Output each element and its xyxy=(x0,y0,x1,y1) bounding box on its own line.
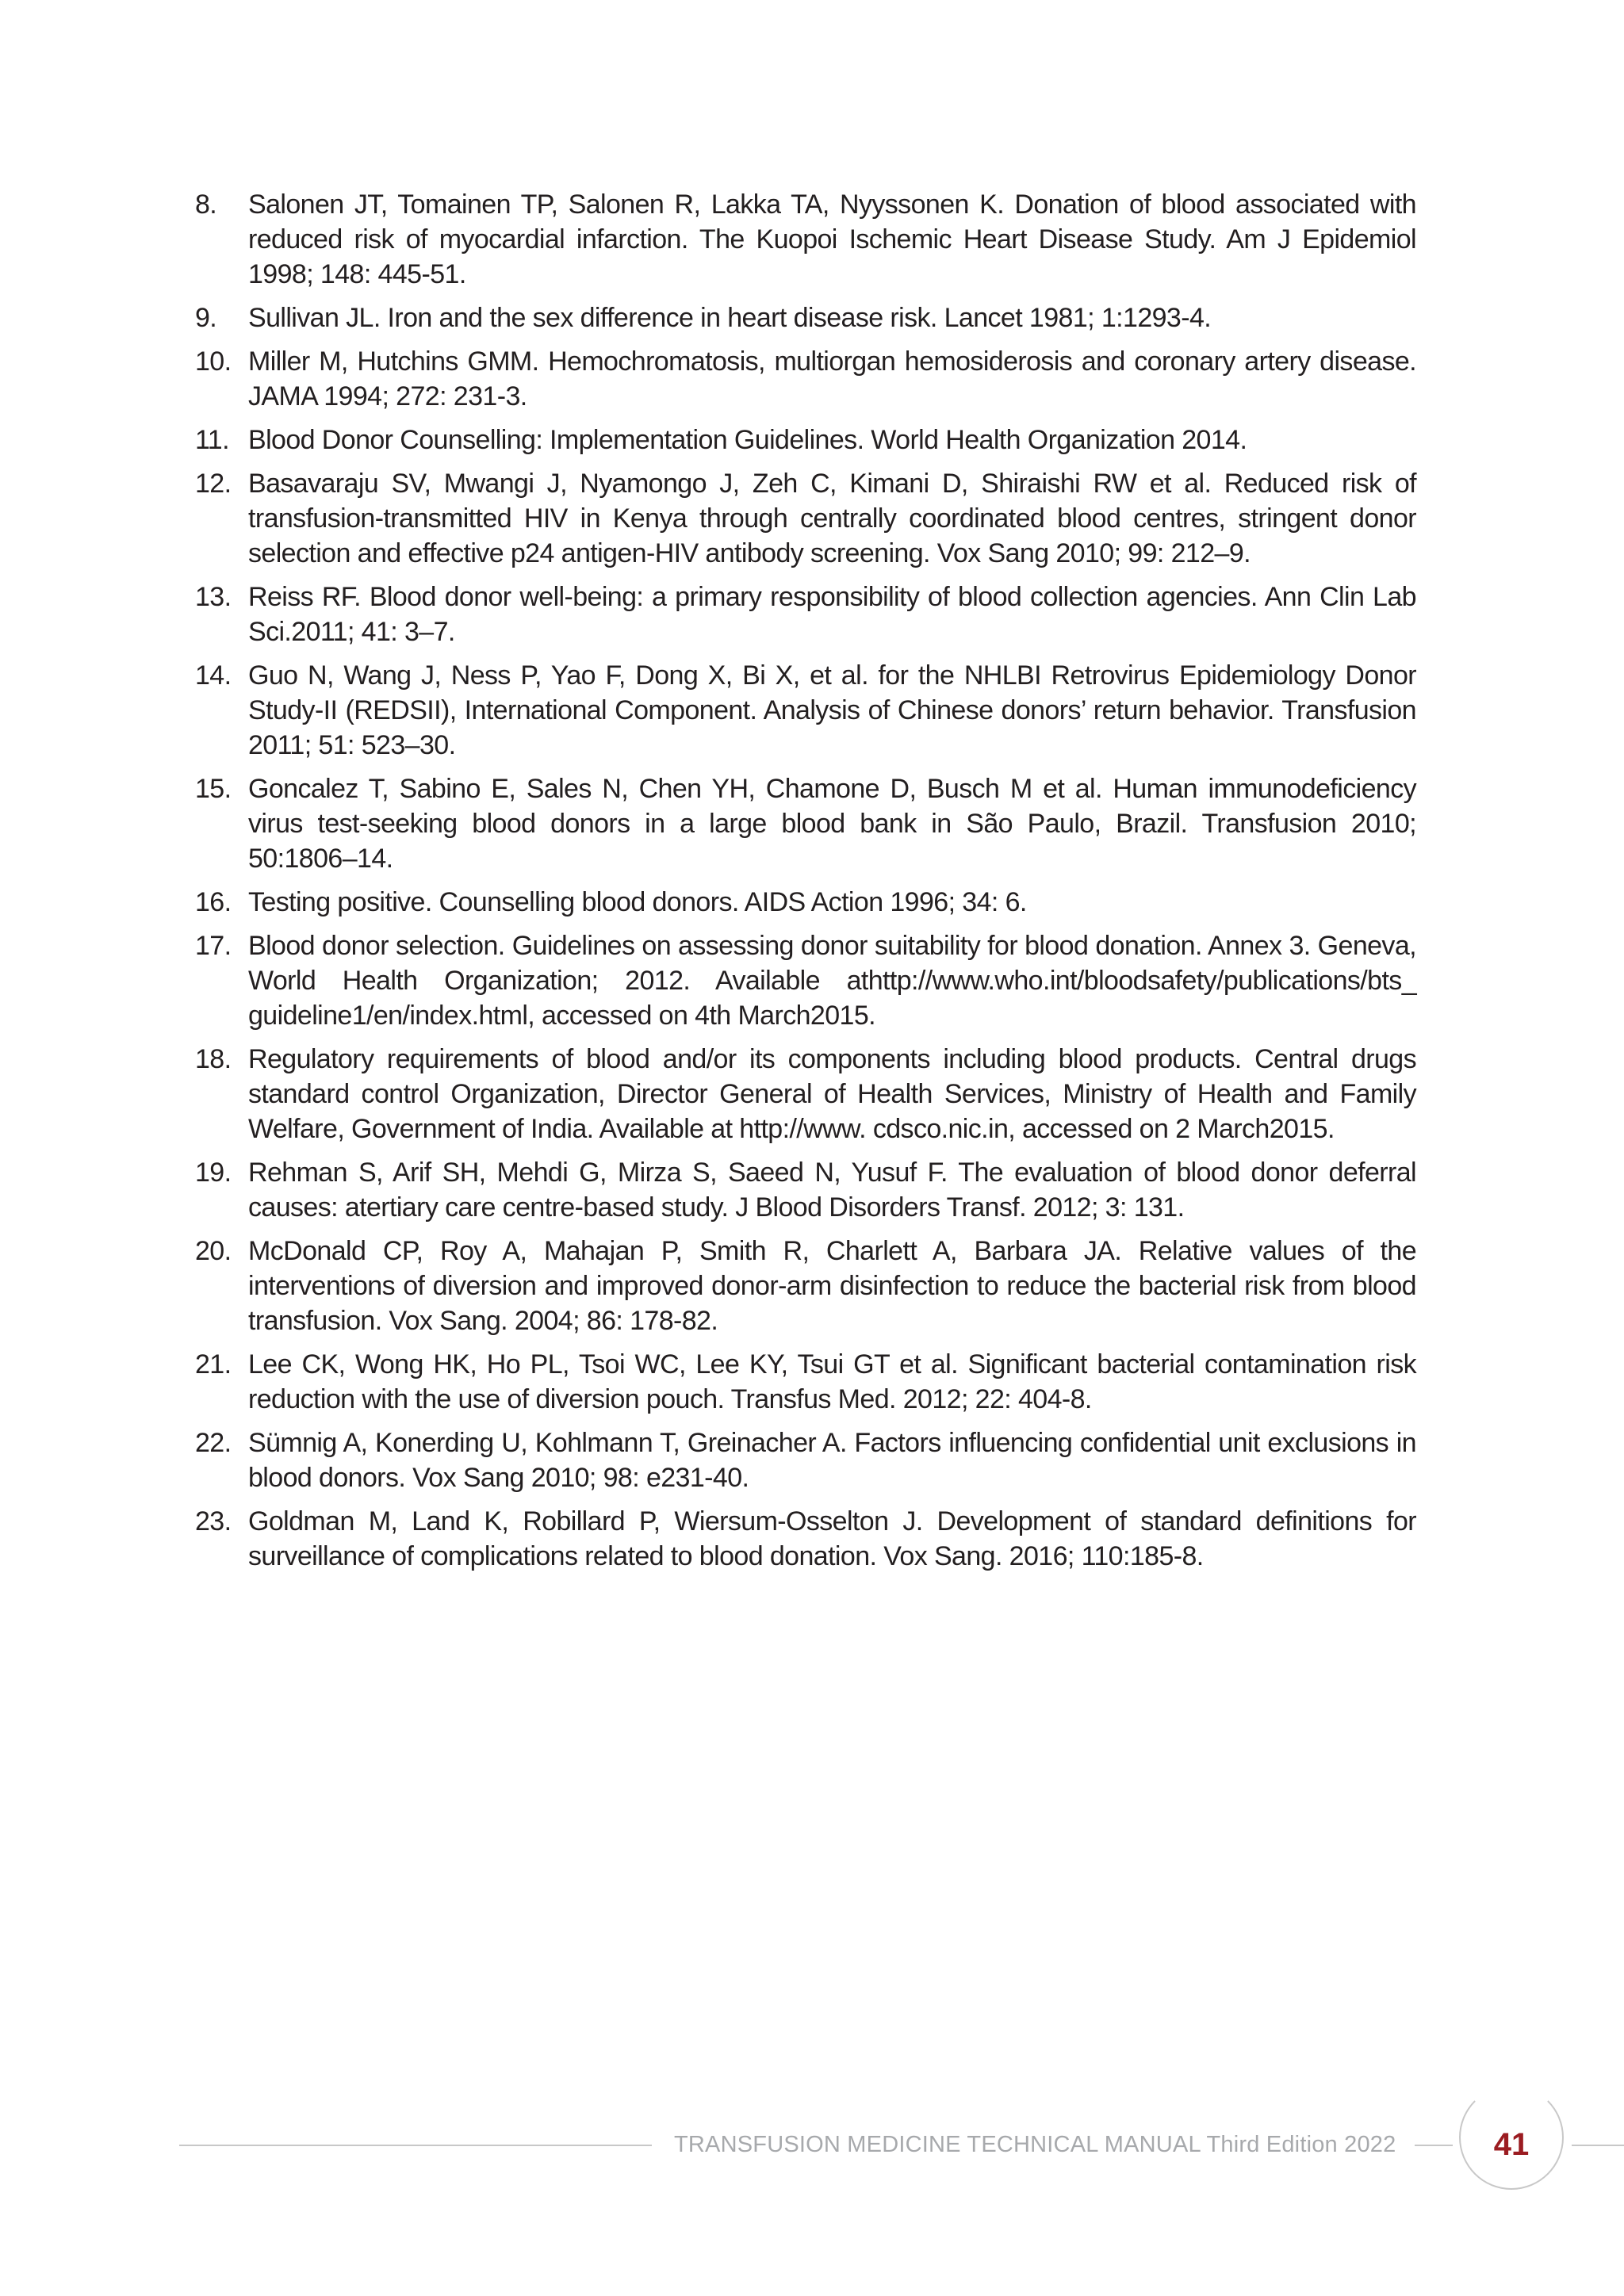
reference-text: Testing positive. Counselling blood donors. AIDS Action 1996; 34: 6. xyxy=(248,887,1027,917)
reference-item xyxy=(195,1504,1416,1574)
reference-item xyxy=(195,658,1416,763)
reference-number: 17. xyxy=(195,931,232,961)
reference-number: 13. xyxy=(195,582,232,612)
reference-item xyxy=(195,580,1416,649)
reference-number: 14. xyxy=(195,660,232,691)
reference-number: 9. xyxy=(195,303,217,333)
reference-number: 15. xyxy=(195,774,232,804)
reference-text: Reiss RF. Blood donor well-being: a primary responsibility of blood collection agencies. Ann Clin Lab Sci.2011; 41: 3–7. xyxy=(248,582,1416,647)
reference-item xyxy=(195,1347,1416,1417)
reference-item xyxy=(195,187,1416,292)
reference-list xyxy=(195,187,1416,1582)
reference-text: Regulatory requirements of blood and/or its components including blood products. Central drugs standard control Organization, Director General of Health Services, Ministry of Health and Family Welfare, Government of India. Available at http://www. cdsco.nic.in, accessed on 2 March2015. xyxy=(248,1044,1416,1144)
reference-number: 10. xyxy=(195,346,232,377)
reference-text: Guo N, Wang J, Ness P, Yao F, Dong X, Bi X, et al. for the NHLBI Retrovirus Epidemiology Donor Study-II (REDSII), International Component. Analysis of Chinese donors’ return behavior. Transfusion 2011; 51: 523–30. xyxy=(248,660,1416,760)
reference-number: 19. xyxy=(195,1158,232,1188)
reference-number: 22. xyxy=(195,1428,232,1458)
reference-text: Goncalez T, Sabino E, Sales N, Chen YH, Chamone D, Busch M et al. Human immunodeficiency virus test-seeking blood donors in a large blood bank in São Paulo, Brazil. Transfusion 2010; 50:1806–14. xyxy=(248,774,1416,874)
footer-rule-left xyxy=(179,2145,652,2146)
reference-text: Miller M, Hutchins GMM. Hemochromatosis, multiorgan hemosiderosis and coronary artery disease. JAMA 1994; 272: 231-3. xyxy=(248,346,1416,411)
reference-item xyxy=(195,466,1416,571)
page-number: 41 xyxy=(1493,2127,1530,2162)
reference-item xyxy=(195,344,1416,414)
reference-number: 20. xyxy=(195,1236,232,1266)
reference-text: Salonen JT, Tomainen TP, Salonen R, Lakka TA, Nyyssonen K. Donation of blood associated with reduced risk of myocardial infarction. The Kuopoi Ischemic Heart Disease Study. Am J Epidemiol 1998; 148: 445-51. xyxy=(248,189,1416,289)
reference-text: Goldman M, Land K, Robillard P, Wiersum-Osselton J. Development of standard definitions for surveillance of complications related to blood donation. Vox Sang. 2016; 110:185-8. xyxy=(248,1506,1416,1571)
reference-number: 11. xyxy=(195,425,229,455)
reference-text: Blood Donor Counselling: Implementation Guidelines. World Health Organization 2014. xyxy=(248,425,1247,455)
reference-text: Sümnig A, Konerding U, Kohlmann T, Greinacher A. Factors influencing confidential unit exclusions in blood donors. Vox Sang 2010; 98: e231-40. xyxy=(248,1428,1416,1493)
reference-number: 16. xyxy=(195,887,232,917)
reference-number: 8. xyxy=(195,189,217,220)
reference-item xyxy=(195,423,1416,457)
reference-item xyxy=(195,1425,1416,1495)
reference-text: Basavaraju SV, Mwangi J, Nyamongo J, Zeh C, Kimani D, Shiraishi RW et al. Reduced risk of transfusion-transmitted HIV in Kenya through centrally coordinated blood centres, stringent donor selection and effective p24 antigen-HIV antibody screening. Vox Sang 2010; 99: 212–9. xyxy=(248,469,1416,568)
reference-text: Lee CK, Wong HK, Ho PL, Tsoi WC, Lee KY, Tsui GT et al. Significant bacterial contamination risk reduction with the use of diversion pouch. Transfus Med. 2012; 22: 404-8. xyxy=(248,1349,1416,1414)
reference-number: 21. xyxy=(195,1349,232,1380)
reference-item xyxy=(195,300,1416,335)
reference-number: 18. xyxy=(195,1044,232,1074)
reference-number: 23. xyxy=(195,1506,232,1536)
reference-text: Blood donor selection. Guidelines on assessing donor suitability for blood donation. Annex 3. Geneva, World Health Organization; 2012. Available athttp://www.who.int/bloodsafety/publications/bts_ guideline1/en/index.html, accessed on 4th March2015. xyxy=(248,931,1416,1031)
reference-item xyxy=(195,1234,1416,1338)
footer-rule-far-right xyxy=(1572,2145,1624,2146)
footer-running-title: TRANSFUSION MEDICINE TECHNICAL MANUAL Third Edition 2022 xyxy=(674,2132,1396,2157)
reference-text: McDonald CP, Roy A, Mahajan P, Smith R, Charlett A, Barbara JA. Relative values of the interventions of diversion and improved donor-arm disinfection to reduce the bacterial risk from blood transfusion. Vox Sang. 2004; 86: 178-82. xyxy=(248,1236,1416,1336)
reference-item xyxy=(195,771,1416,876)
reference-item xyxy=(195,928,1416,1033)
reference-item xyxy=(195,1042,1416,1146)
reference-number: 12. xyxy=(195,469,232,499)
footer-rule-right xyxy=(1415,2145,1453,2146)
reference-text: Rehman S, Arif SH, Mehdi G, Mirza S, Saeed N, Yusuf F. The evaluation of blood donor deferral causes: atertiary care centre-based study. J Blood Disorders Transf. 2012; 3: 131. xyxy=(248,1158,1416,1223)
reference-item xyxy=(195,1155,1416,1225)
reference-item xyxy=(195,885,1416,920)
reference-text: Sullivan JL. Iron and the sex difference in heart disease risk. Lancet 1981; 1:1293-4. xyxy=(248,303,1212,333)
